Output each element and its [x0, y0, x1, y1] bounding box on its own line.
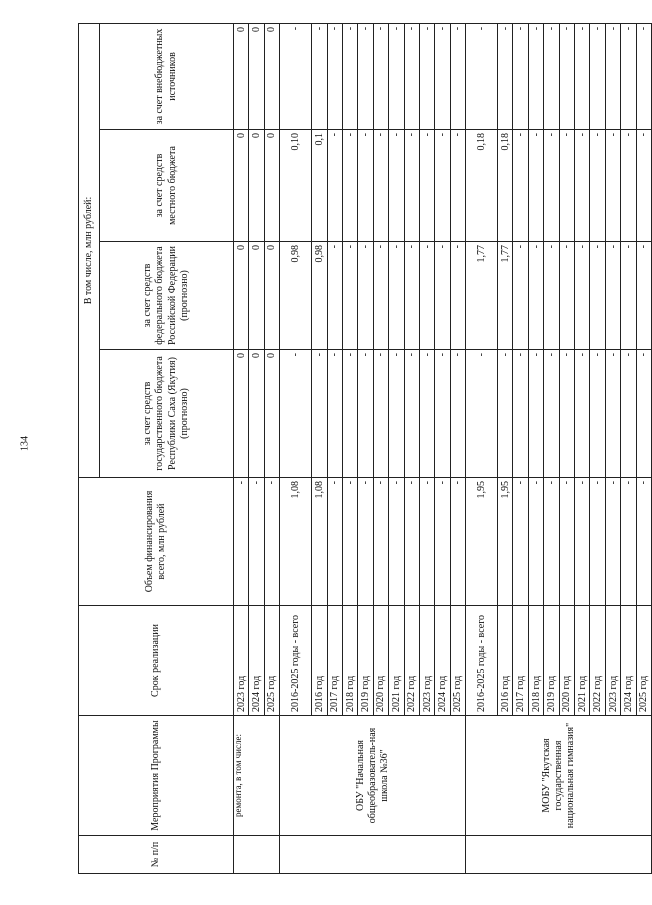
total-cell: - [450, 478, 465, 606]
local-cell: 0,18 [498, 130, 513, 242]
total-cell: - [419, 478, 434, 606]
row-number-cell [280, 836, 466, 874]
period-cell: 2022 год [590, 606, 605, 716]
header-number: № п/п [79, 836, 234, 874]
local-cell: - [621, 130, 636, 242]
republic-cell: - [280, 350, 312, 478]
republic-cell: - [419, 350, 434, 478]
republic-cell: - [312, 350, 327, 478]
extra-cell: - [466, 23, 498, 129]
federal-cell: - [358, 242, 373, 350]
extra-cell: - [621, 23, 636, 129]
local-cell: 0 [264, 130, 279, 242]
period-cell: 2016 год [312, 606, 327, 716]
total-cell: - [636, 478, 651, 606]
republic-cell: - [575, 350, 590, 478]
total-cell: - [513, 478, 528, 606]
federal-cell: - [419, 242, 434, 350]
row-number-cell [466, 836, 652, 874]
extra-cell: - [450, 23, 465, 129]
local-cell: - [419, 130, 434, 242]
republic-cell: - [358, 350, 373, 478]
extra-cell: 0 [264, 23, 279, 129]
local-cell: 0,10 [280, 130, 312, 242]
total-cell: - [373, 478, 388, 606]
republic-cell: - [435, 350, 450, 478]
header-period: Срок реализации [79, 606, 234, 716]
extra-cell: - [373, 23, 388, 129]
local-cell: - [575, 130, 590, 242]
total-cell: - [621, 478, 636, 606]
local-cell: - [450, 130, 465, 242]
total-cell: - [605, 478, 620, 606]
extra-cell: - [575, 23, 590, 129]
total-cell: - [264, 478, 279, 606]
period-cell: 2024 год [249, 606, 264, 716]
republic-cell: - [528, 350, 543, 478]
federal-cell: - [450, 242, 465, 350]
federal-cell: - [544, 242, 559, 350]
header-including: В том числе, млн рублей: [79, 23, 100, 477]
extra-cell: - [528, 23, 543, 129]
republic-cell: - [373, 350, 388, 478]
period-cell: 2020 год [559, 606, 574, 716]
total-cell: - [404, 478, 419, 606]
extra-cell: 0 [234, 23, 249, 129]
federal-cell: - [605, 242, 620, 350]
federal-cell: 0,98 [312, 242, 327, 350]
period-cell: 2016-2025 годы - всего [280, 606, 312, 716]
federal-cell: - [342, 242, 357, 350]
extra-cell: - [590, 23, 605, 129]
republic-cell: - [327, 350, 342, 478]
federal-cell: - [435, 242, 450, 350]
period-cell: 2016-2025 годы - всего [466, 606, 498, 716]
federal-cell: - [575, 242, 590, 350]
republic-cell: - [590, 350, 605, 478]
federal-cell: - [513, 242, 528, 350]
table-body [234, 23, 652, 873]
federal-cell: 1,77 [498, 242, 513, 350]
event-name-cell [234, 716, 280, 836]
total-cell: - [234, 478, 249, 606]
period-cell: 2025 год [450, 606, 465, 716]
event-name-cell: ОБУ "Начальная общеобразователь-ная школа №36" [280, 716, 466, 836]
period-cell: 2023 год [605, 606, 620, 716]
extra-cell: - [280, 23, 312, 129]
local-cell: - [605, 130, 620, 242]
extra-cell: - [513, 23, 528, 129]
local-cell: 0,1 [312, 130, 327, 242]
local-cell: - [636, 130, 651, 242]
local-cell: - [513, 130, 528, 242]
republic-cell: - [466, 350, 498, 478]
extra-cell: - [327, 23, 342, 129]
header-event: Мероприятия Программы [79, 716, 234, 836]
total-cell: - [575, 478, 590, 606]
total-cell: - [389, 478, 404, 606]
extra-cell: - [358, 23, 373, 129]
total-cell: - [327, 478, 342, 606]
event-name-cell: МОБУ "Якутская государственная национальная гимназия" [466, 716, 652, 836]
local-cell: - [327, 130, 342, 242]
total-cell: - [544, 478, 559, 606]
federal-cell: 0,98 [280, 242, 312, 350]
republic-cell: - [450, 350, 465, 478]
total-cell: - [590, 478, 605, 606]
period-cell: 2025 год [636, 606, 651, 716]
period-cell: 2016 год [498, 606, 513, 716]
federal-cell: 0 [264, 242, 279, 350]
local-cell: - [404, 130, 419, 242]
federal-cell: 1,77 [466, 242, 498, 350]
period-cell: 2019 год [544, 606, 559, 716]
extra-cell: - [559, 23, 574, 129]
extra-cell: - [342, 23, 357, 129]
extra-cell: - [605, 23, 620, 129]
republic-cell: 0 [249, 350, 264, 478]
period-cell: 2018 год [342, 606, 357, 716]
header-extra: за счет внебюджетных источников [100, 23, 234, 129]
extra-cell: - [544, 23, 559, 129]
period-cell: 2024 год [435, 606, 450, 716]
extra-cell: - [636, 23, 651, 129]
total-cell: - [249, 478, 264, 606]
federal-cell: - [327, 242, 342, 350]
local-cell: - [373, 130, 388, 242]
republic-cell: - [636, 350, 651, 478]
total-cell: - [358, 478, 373, 606]
local-cell: - [389, 130, 404, 242]
cut-off-text: ремонта, в том числе: [233, 734, 243, 817]
federal-cell: 0 [234, 242, 249, 350]
period-cell: 2025 год [264, 606, 279, 716]
table-row [280, 23, 312, 873]
republic-cell: - [389, 350, 404, 478]
page-number: 134 [19, 436, 31, 451]
extra-cell: - [389, 23, 404, 129]
total-cell: 1,08 [280, 478, 312, 606]
federal-cell: - [621, 242, 636, 350]
federal-cell: - [389, 242, 404, 350]
period-cell: 2018 год [528, 606, 543, 716]
federal-cell: - [559, 242, 574, 350]
local-cell: 0 [234, 130, 249, 242]
local-cell: 0 [249, 130, 264, 242]
local-cell: - [544, 130, 559, 242]
period-cell: 2017 год [327, 606, 342, 716]
republic-cell: 0 [264, 350, 279, 478]
row-number-cell [234, 836, 280, 874]
republic-cell: - [621, 350, 636, 478]
table-header [79, 23, 234, 873]
local-cell: - [590, 130, 605, 242]
header-local: за счет средств местного бюджета [100, 130, 234, 242]
republic-cell: - [544, 350, 559, 478]
extra-cell: - [498, 23, 513, 129]
extra-cell: 0 [249, 23, 264, 129]
total-cell: 1,95 [498, 478, 513, 606]
republic-cell: - [342, 350, 357, 478]
total-cell: - [559, 478, 574, 606]
local-cell: - [342, 130, 357, 242]
local-cell: - [358, 130, 373, 242]
extra-cell: - [419, 23, 434, 129]
federal-cell: 0 [249, 242, 264, 350]
republic-cell: - [498, 350, 513, 478]
local-cell: - [435, 130, 450, 242]
republic-cell: - [605, 350, 620, 478]
period-cell: 2023 год [419, 606, 434, 716]
republic-cell: - [513, 350, 528, 478]
period-cell: 2024 год [621, 606, 636, 716]
republic-cell: - [404, 350, 419, 478]
rotated-table-wrapper [78, 24, 650, 874]
total-cell: - [342, 478, 357, 606]
total-cell: - [528, 478, 543, 606]
table-row [234, 23, 249, 873]
period-cell: 2023 год [234, 606, 249, 716]
federal-cell: - [590, 242, 605, 350]
total-cell: - [435, 478, 450, 606]
header-total: Объем финансирования всего, млн рублей [79, 478, 234, 606]
local-cell: - [528, 130, 543, 242]
header-federal: за счет средств федерального бюджета Российской Федерации (прогнозно) [100, 242, 234, 350]
extra-cell: - [312, 23, 327, 129]
federal-cell: - [636, 242, 651, 350]
total-cell: 1,95 [466, 478, 498, 606]
federal-cell: - [373, 242, 388, 350]
federal-cell: - [404, 242, 419, 350]
table-row [466, 23, 498, 873]
federal-cell: - [528, 242, 543, 350]
republic-cell: 0 [234, 350, 249, 478]
local-cell: - [559, 130, 574, 242]
extra-cell: - [404, 23, 419, 129]
period-cell: 2021 год [389, 606, 404, 716]
local-cell: 0,18 [466, 130, 498, 242]
period-cell: 2020 год [373, 606, 388, 716]
period-cell: 2019 год [358, 606, 373, 716]
total-cell: 1,08 [312, 478, 327, 606]
period-cell: 2017 год [513, 606, 528, 716]
financing-table [78, 23, 652, 874]
republic-cell: - [559, 350, 574, 478]
period-cell: 2022 год [404, 606, 419, 716]
extra-cell: - [435, 23, 450, 129]
period-cell: 2021 год [575, 606, 590, 716]
header-republic: за счет средств государственного бюджета Республики Саха (Якутия) (прогнозно) [100, 350, 234, 478]
